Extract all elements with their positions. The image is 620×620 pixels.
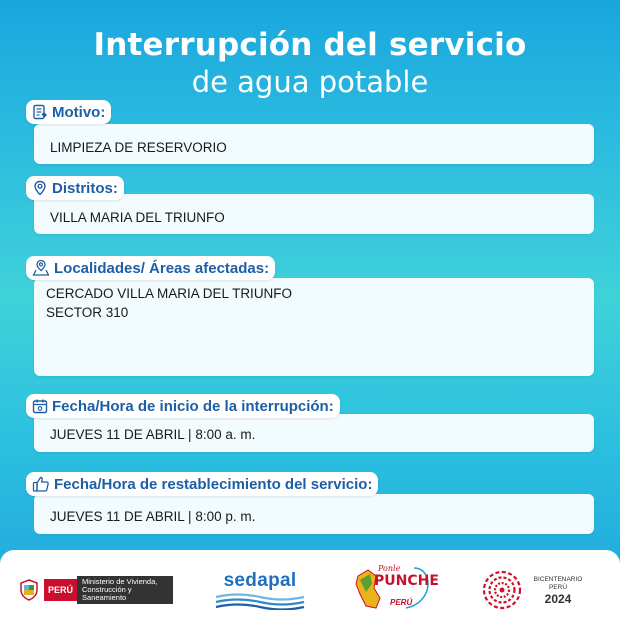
thumbs-up-icon <box>32 475 50 493</box>
bicentenario-text: BICENTENARIO PERÚ <box>533 576 583 591</box>
bicentenario-logo <box>480 568 600 612</box>
motivo-box <box>34 124 594 164</box>
ministerio-logo <box>18 576 173 604</box>
title-line-2: de agua potable <box>191 65 429 99</box>
localidades-label <box>26 256 275 280</box>
inicio-box <box>34 414 594 452</box>
sedapal-logo <box>214 570 306 615</box>
localidades-box <box>34 278 594 376</box>
localidades-line-1: CERCADO VILLA MARIA DEL TRIUNFO <box>46 286 293 301</box>
restablecimiento-label-text: Fecha/Hora de restablecimiento del servicio: <box>54 475 373 493</box>
restablecimiento-value: JUEVES 11 DE ABRIL | 8:00 p. m. <box>50 509 256 524</box>
ministerio-country: PERÚ <box>44 579 77 601</box>
localidades-label-text: Localidades/ Áreas afectadas: <box>54 259 270 277</box>
motivo-label <box>26 100 111 124</box>
punche-top-text: Ponle <box>378 564 401 573</box>
motivo-value: LIMPIEZA DE RESERVORIO <box>50 140 227 155</box>
inicio-label-text: Fecha/Hora de inicio de la interrupción: <box>52 397 334 415</box>
sedapal-name: sedapal <box>223 570 297 591</box>
footer-logos <box>0 550 620 620</box>
sedapal-waves-icon <box>214 592 306 610</box>
ministerio-name: Ministerio de Vivienda, Construcción y Saneamiento <box>77 576 173 604</box>
punche-bottom-text: PERÚ <box>390 598 413 607</box>
title-line-1: Interrupción del servicio <box>93 27 527 63</box>
distritos-value: VILLA MARIA DEL TRIUNFO <box>50 210 225 225</box>
restablecimiento-label <box>26 472 378 496</box>
bicentenario-emblem-icon <box>480 568 524 612</box>
inicio-label <box>26 394 340 418</box>
inicio-value: JUEVES 11 DE ABRIL | 8:00 a. m. <box>50 427 256 442</box>
motivo-label-text: Motivo: <box>52 103 106 121</box>
map-pin-area-icon <box>32 259 50 277</box>
location-pin-icon <box>32 180 48 196</box>
ponle-punche-logo <box>352 562 439 614</box>
peru-shield-icon <box>18 579 40 601</box>
localidades-line-2: SECTOR 310 <box>46 305 129 320</box>
distritos-label <box>26 176 124 200</box>
restablecimiento-box <box>34 494 594 534</box>
distritos-box <box>34 194 594 234</box>
bicentenario-year: 2024 <box>544 592 572 606</box>
distritos-label-text: Distritos: <box>52 179 118 197</box>
page-title <box>0 26 620 100</box>
punche-main-text: PUNCHE <box>374 573 439 589</box>
calendar-icon <box>32 398 48 414</box>
document-list-icon <box>32 104 48 120</box>
